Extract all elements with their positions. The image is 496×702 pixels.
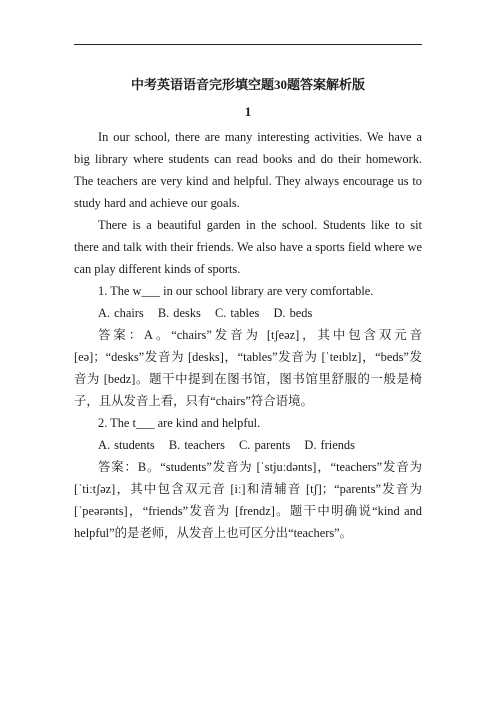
passage-paragraph: In our school, there are many interesting activities. We have a big library where students can read books and do their homework. The teachers are very kind and helpful. They always encourage us to study hard and achieve our goals. [74, 130, 422, 210]
option-c: C. parents [239, 438, 291, 452]
passage-paragraph: There is a beautiful garden in the school. Students like to sit there and talk with their friends. We also have a sports field where we can play different kinds of sports. [74, 218, 422, 276]
document-body [74, 126, 422, 544]
top-rule [74, 44, 422, 45]
document-title: 中考英语语音完形填空题30题答案解析版 [130, 77, 365, 92]
option-c: C. tables [214, 306, 260, 320]
option-b: B. teachers [168, 438, 225, 452]
question-stem: 2. The t___ are kind and helpful. [98, 416, 261, 430]
option-a: A. chairs [98, 306, 144, 320]
question-options [74, 302, 422, 324]
answer-explanation: 答案：A。“chairs”发音为 [tʃeəz]，其中包含双元音 [eə]；“desks”发音为 [desks]，“tables”发音为 [ˈteɪblz]，“beds”发音为 [bedz]。题干中提到在图书馆，图书馆里舒服的一般是椅子，且从发音上看，只有“chairs”符合语境。 [74, 328, 422, 408]
option-b: B. desks [157, 306, 201, 320]
question-options [74, 434, 422, 456]
question-stem: 1. The w___ in our school library are very comfortable. [98, 284, 374, 298]
answer-explanation: 答案：B。“students”发音为 [ˈstjuːdənts]，“teachers”发音为 [ˈtiːtʃəz]，其中包含双元音 [iː]和清辅音 [tʃ]；“parents”发音为 [ˈpeərənts]，“friends”发音为 [frendz]。题干中明确说“kind and helpful”的是老师，从发音上也可区分出“teachers”。 [74, 460, 422, 540]
section-number: 1 [244, 104, 252, 119]
option-d: D. beds [273, 306, 313, 320]
option-a: A. students [98, 438, 155, 452]
option-d: D. friends [304, 438, 355, 452]
